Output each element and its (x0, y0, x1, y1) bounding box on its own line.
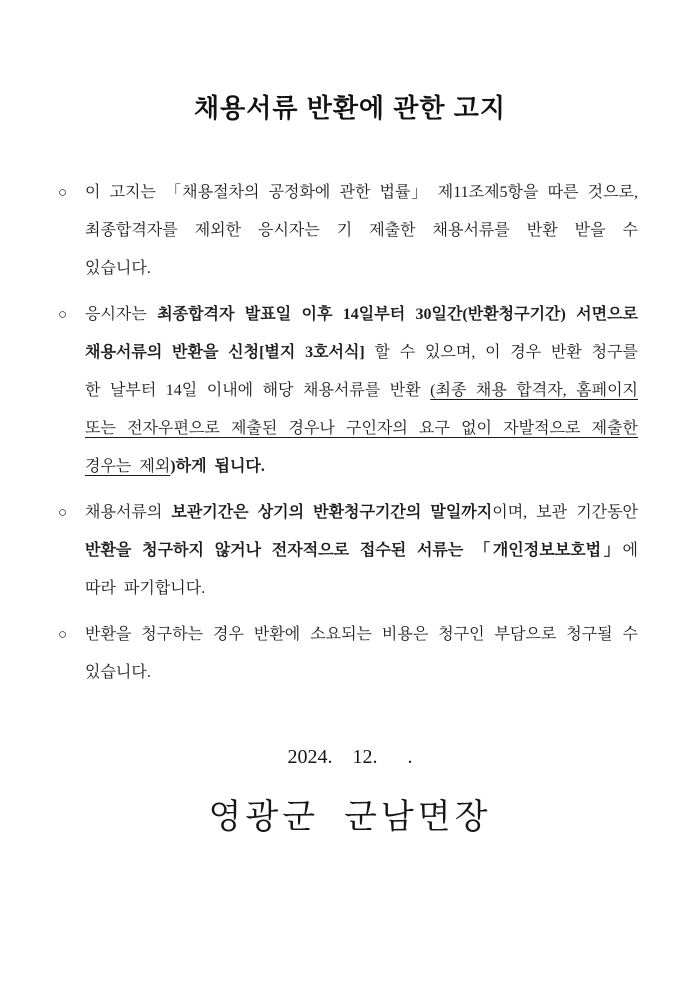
paragraph-text: 에 따라 파기합니다. (85, 542, 638, 597)
paragraph-text-bold: )하게 됩니다. (170, 458, 265, 475)
circle-bullet: ○ (58, 185, 68, 201)
circle-bullet: ○ (58, 627, 68, 643)
date-line: 2024. 12. . (287, 746, 413, 768)
circle-bullet: ○ (58, 307, 68, 323)
paragraph-text-bold: 보관기간은 상기의 반환청구기간의 말일까지 (171, 504, 493, 521)
paragraph-text-underlined: (최종 채용 합격자, 홈페이지 또는 전자우편으로 제출된 경우나 구인자의 요구 없이 자발적으로 제출한 경우는 제외 (85, 382, 638, 475)
paragraph-text-bold: 반환을 청구하지 않거나 전자적으로 접수된 서류는 「개인정보보호법」 (85, 542, 623, 559)
paragraph-text-bold: 최종합격자 발표일 이후 14일부터 30일간(반환청구기간) 서면으로 채용서류의 반환을 신청[별지 3호서식] (85, 306, 639, 361)
paragraph-text: 이 고지는 「채용절차의 공정화에 관한 법률」 제11조제5항을 따른 것으로, 최종합격자를 제외한 응시자는 기 제출한 채용서류를 반환 받을 수 있습니다. (85, 184, 638, 277)
notice-paragraph-2 (58, 296, 638, 486)
paragraph-text: 할 수 있으며, 이 경우 반환 청구를 한 날부터 14일 이내에 해당 채용서류를 반환 (85, 344, 638, 399)
page-title: 채용서류 반환에 관한 고지 (194, 93, 506, 123)
paragraph-text: 채용서류의 (85, 504, 172, 521)
paragraph-text: 응시자는 (85, 306, 158, 323)
paragraph-text: 이며, 보관 기간동안 (492, 504, 639, 521)
paragraph-text: 반환을 청구하는 경우 반환에 소요되는 비용은 청구인 부담으로 청구될 수 있습니다. (85, 626, 638, 681)
notice-paragraph-4 (58, 616, 638, 692)
signature-line: 영광군 군남면장 (208, 799, 492, 836)
notice-paragraph-3 (58, 494, 638, 608)
notice-body (58, 174, 638, 692)
notice-paragraph-1 (58, 174, 638, 288)
circle-bullet: ○ (58, 505, 68, 521)
